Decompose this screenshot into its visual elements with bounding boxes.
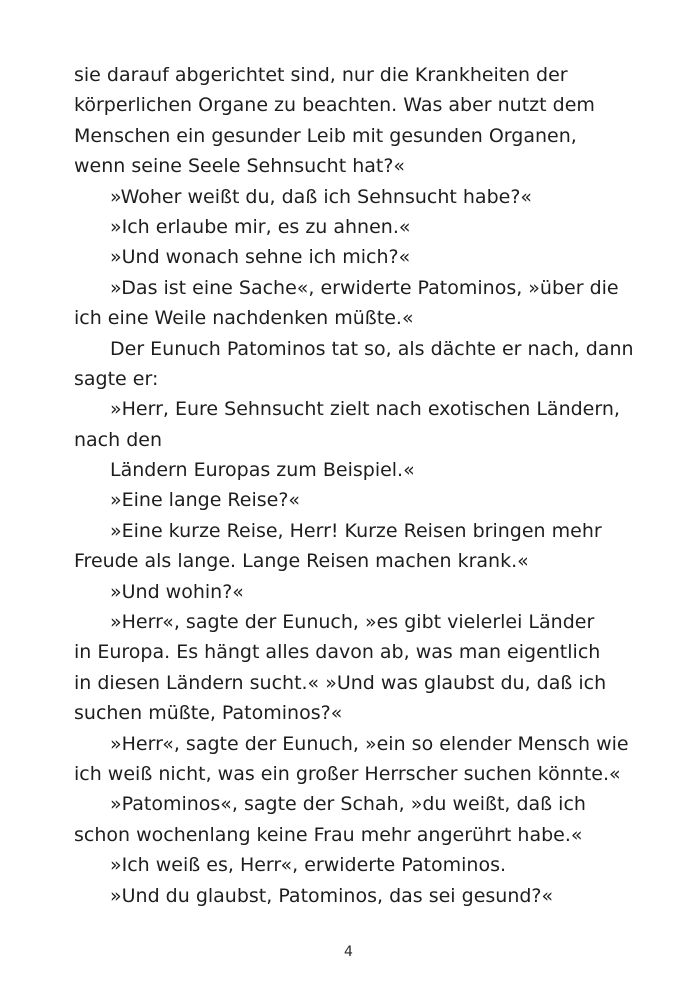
text-line: sie darauf abgerichtet sind, nur die Krankheiten der — [74, 64, 568, 86]
text-line: »Herr«, sagte der Eunuch, »es gibt vielerlei Länder — [110, 611, 595, 634]
text-line: »Und wonach sehne ich mich?« — [110, 246, 411, 269]
text-line: Menschen ein gesunder Leib mit gesunden Organen, — [74, 124, 577, 147]
text-line: nach den — [74, 428, 163, 451]
text-line: »Und du glaubst, Patominos, das sei gesund?« — [110, 884, 554, 907]
text-line: schon wochenlang keine Frau mehr angerührt habe.« — [74, 823, 583, 846]
text-line: ich weiß nicht, was ein großer Herrscher suchen könnte.« — [74, 762, 621, 785]
text-line: ich eine Weile nachdenken müßte.« — [74, 307, 414, 330]
text-line: »Eine lange Reise?« — [110, 489, 301, 512]
text-line: Der Eunuch Patominos tat so, als dächte er nach, dann — [110, 337, 634, 360]
text-line: »Und wohin?« — [110, 580, 244, 603]
text-line: »Das ist eine Sache«, erwiderte Patominos, »über die — [110, 276, 619, 299]
text-line: körperlichen Organe zu beachten. Was aber nutzt dem — [74, 94, 595, 117]
text-line: »Herr«, sagte der Eunuch, »ein so elender Mensch wie — [110, 732, 629, 755]
text-line: sagte er: — [74, 367, 159, 390]
text-line: »Herr, Eure Sehnsucht zielt nach exotischen Ländern, — [110, 398, 620, 421]
text-line: in Europa. Es hängt alles davon ab, was man eigentlich — [74, 641, 601, 664]
body-text — [74, 60, 634, 911]
text-line: suchen müßte, Patominos?« — [74, 702, 343, 725]
text-line: Ländern Europas zum Beispiel.« — [110, 459, 415, 482]
text-line: in diesen Ländern sucht.« »Und was glaubst du, daß ich — [74, 671, 607, 694]
text-line: »Ich weiß es, Herr«, erwiderte Patominos. — [110, 854, 507, 877]
text-line: »Ich erlaube mir, es zu ahnen.« — [110, 215, 411, 238]
text-line: »Eine kurze Reise, Herr! Kurze Reisen bringen mehr — [110, 519, 602, 542]
text-line: Freude als lange. Lange Reisen machen krank.« — [74, 550, 529, 573]
text-line: »Patominos«, sagte der Schah, »du weißt, daß ich — [110, 793, 586, 816]
text-line: »Woher weißt du, daß ich Sehnsucht habe?« — [110, 185, 533, 208]
page-number: 4 — [344, 944, 353, 960]
text-line: wenn seine Seele Sehnsucht hat?« — [74, 155, 406, 178]
